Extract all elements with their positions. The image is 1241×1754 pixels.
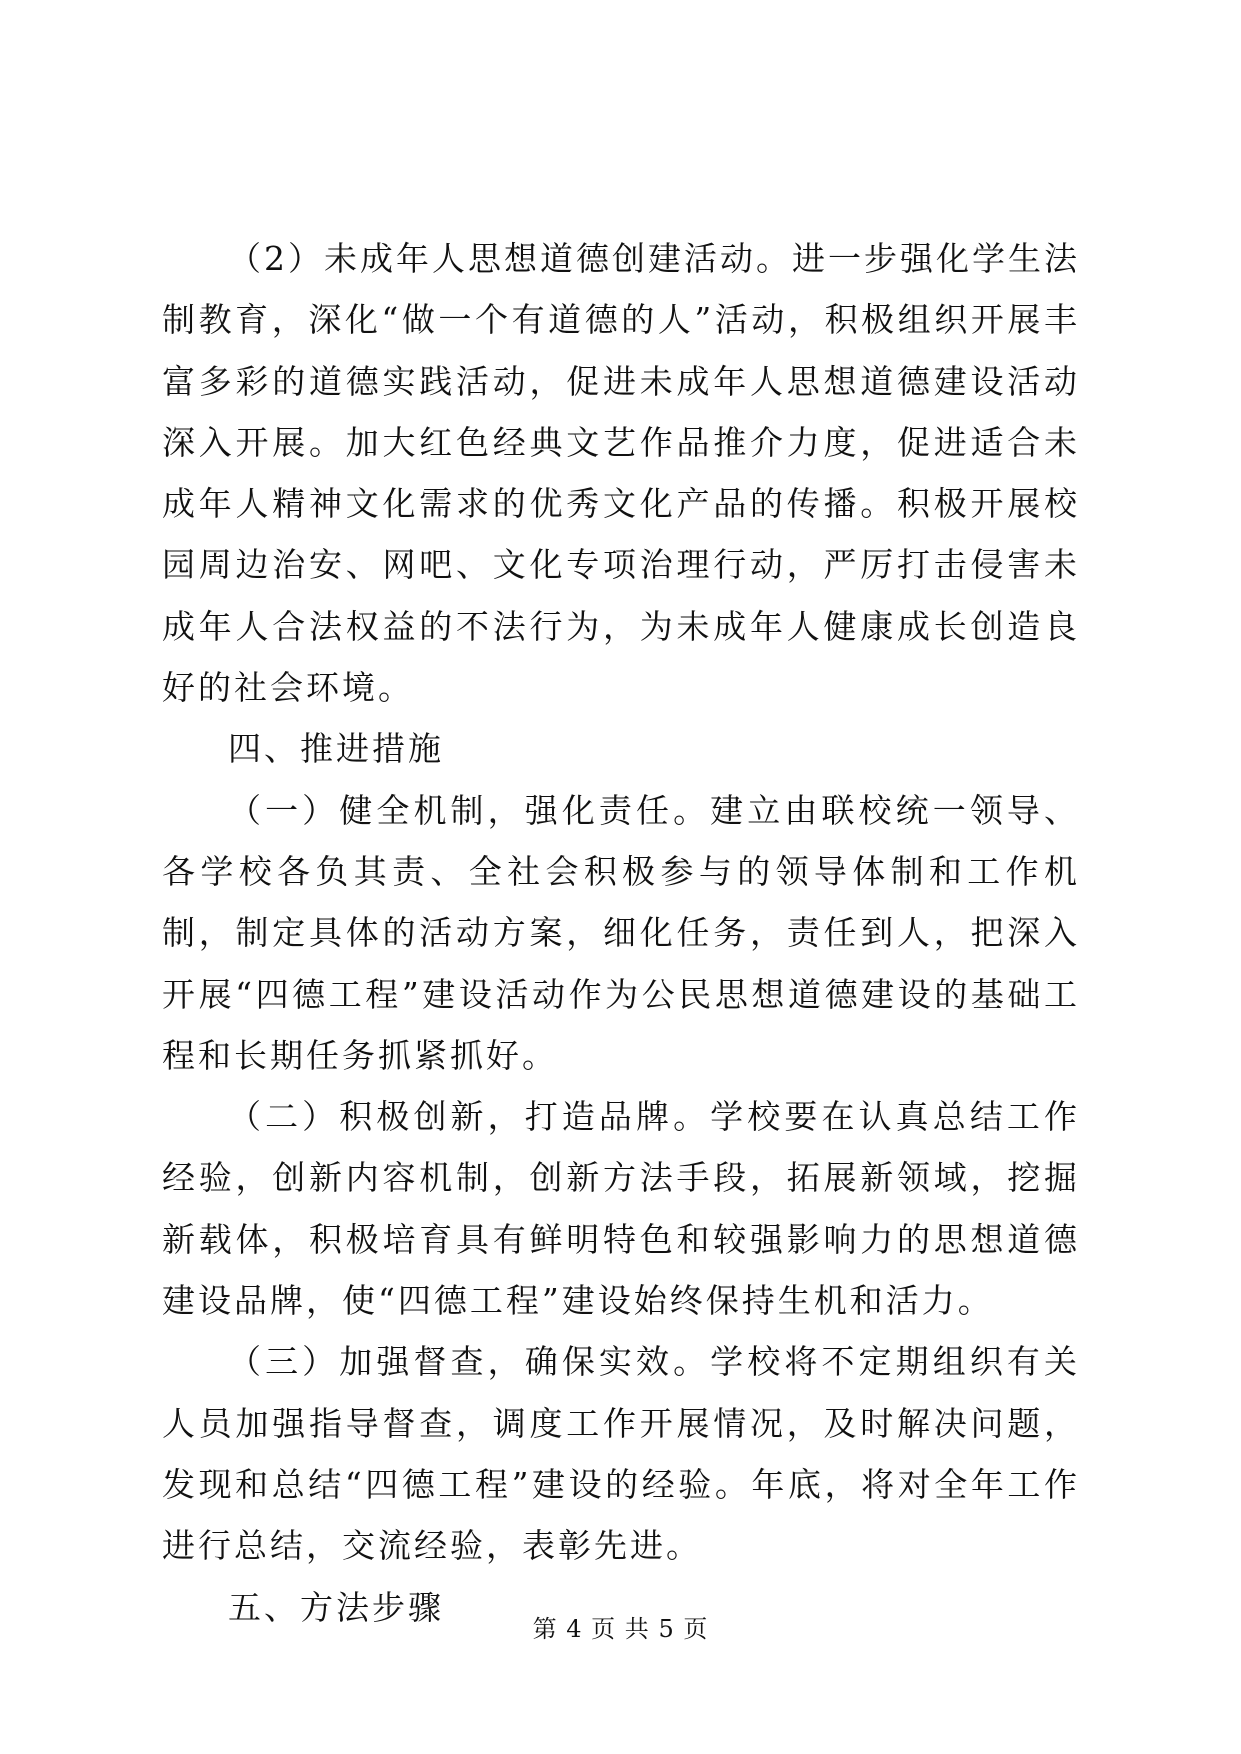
document-body bbox=[162, 228, 1080, 1638]
paragraph-mechanism: （一）健全机制，强化责任。建立由联校统一领导、各学校各负其责、全社会积极参与的领导体制和工作机制，制定具体的活动方案，细化任务，责任到人，把深入开展“四德工程”建设活动作为公民思想道德建设的基础工程和长期任务抓紧抓好。 bbox=[162, 790, 1080, 1075]
page-number-footer: 第 4 页 共 5 页 bbox=[532, 1615, 709, 1643]
paragraph-innovation: （二）积极创新，打造品牌。学校要在认真总结工作经验，创新内容机制，创新方法手段，拓展新领域，挖掘新载体，积极培育具有鲜明特色和较强影响力的思想道德建设品牌，使“四德工程”建设始终保持生机和活力。 bbox=[162, 1097, 1080, 1321]
section-heading-measures: 四、推进措施 bbox=[228, 729, 444, 769]
paragraph-supervision: （三）加强督查，确保实效。学校将不定期组织有关人员加强指导督查，调度工作开展情况，及时解决问题，发现和总结“四德工程”建设的经验。年底，将对全年工作进行总结，交流经验，表彰先进。 bbox=[162, 1342, 1080, 1566]
section-heading-steps: 五、方法步骤 bbox=[228, 1587, 444, 1627]
paragraph-minors-moral-activity: （2）未成年人思想道德创建活动。进一步强化学生法制教育，深化“做一个有道德的人”活动，积极组织开展丰富多彩的道德实践活动，促进未成年人思想道德建设活动深入开展。加大红色经典文艺作品推介力度，促进适合未成年人精神文化需求的优秀文化产品的传播。积极开展校园周边治安、网吧、文化专项治理行动，严厉打击侵害未成年人合法权益的不法行为，为未成年人健康成长创造良好的社会环境。 bbox=[162, 239, 1080, 708]
